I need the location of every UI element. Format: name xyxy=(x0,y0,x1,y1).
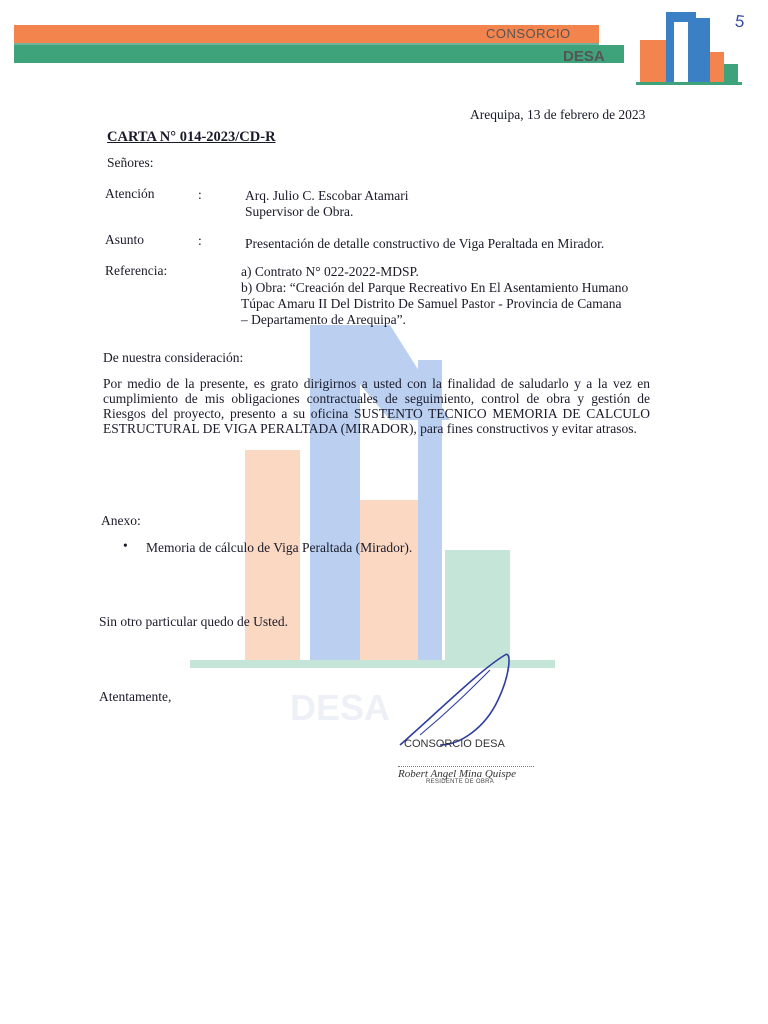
signature-role: RESIDENTE DE OBRA xyxy=(426,779,495,785)
signoff: Atentamente, xyxy=(99,689,172,704)
letter-title: CARTA N° 014-2023/CD-R xyxy=(107,129,276,145)
annex-label: Anexo: xyxy=(101,513,141,528)
signature-name: Robert Angel Mina Quispe xyxy=(398,766,534,780)
reference-b-line3: – Departamento de Arequipa”. xyxy=(241,312,406,327)
body-paragraph: Por medio de la presente, es grato dirigirnos a usted con la finalidad de saludarlo y a la vez en cumplimiento de mis obligaciones contractuales de seguimiento, control de obra y gestión de Riesgos del proyecto, presento a su oficina SUSTENTO TECNICO MEMORIA DE CALCULO ESTRUCTURAL DE VIGA PERALTADA (MIRADOR), para fines constructivos y evitar atrasos. xyxy=(103,376,650,436)
subject-text: Presentación de detalle constructivo de Viga Peraltada en Mirador. xyxy=(245,236,605,251)
signature-scribble xyxy=(380,650,550,750)
reference-a: a) Contrato N° 022-2022-MDSP. xyxy=(241,264,419,279)
attention-colon: : xyxy=(198,187,202,202)
closing: Sin otro particular quedo de Usted. xyxy=(99,614,288,629)
subject-label: Asunto xyxy=(105,232,145,247)
header-green-bar xyxy=(14,45,624,63)
company-logo xyxy=(630,8,748,88)
reference-b-line2: Túpac Amaru II Del Distrito De Samuel Pastor - Provincia de Camana xyxy=(241,296,622,311)
signature-org: CONSORCIO DESA xyxy=(404,738,505,750)
svg-text:DESA: DESA xyxy=(290,687,391,728)
bullet-icon: • xyxy=(123,538,128,553)
greeting: De nuestra consideración: xyxy=(103,350,244,365)
place-date: Arequipa, 13 de febrero de 2023 xyxy=(470,107,646,122)
reference-label: Referencia: xyxy=(105,263,168,278)
attention-name: Arq. Julio C. Escobar Atamari xyxy=(245,188,409,203)
brand-subname: DESA xyxy=(563,48,605,65)
brand-name: CONSORCIO xyxy=(486,26,571,41)
attention-role: Supervisor de Obra. xyxy=(245,204,354,219)
page-number: 5 xyxy=(733,11,746,32)
salutation: Señores: xyxy=(107,155,154,170)
attention-label: Atención xyxy=(105,186,155,201)
annex-item: Memoria de cálculo de Viga Peraltada (Mirador). xyxy=(146,540,413,555)
subject-colon: : xyxy=(198,233,202,248)
reference-b-line1: b) Obra: “Creación del Parque Recreativo En El Asentamiento Humano xyxy=(241,280,629,295)
